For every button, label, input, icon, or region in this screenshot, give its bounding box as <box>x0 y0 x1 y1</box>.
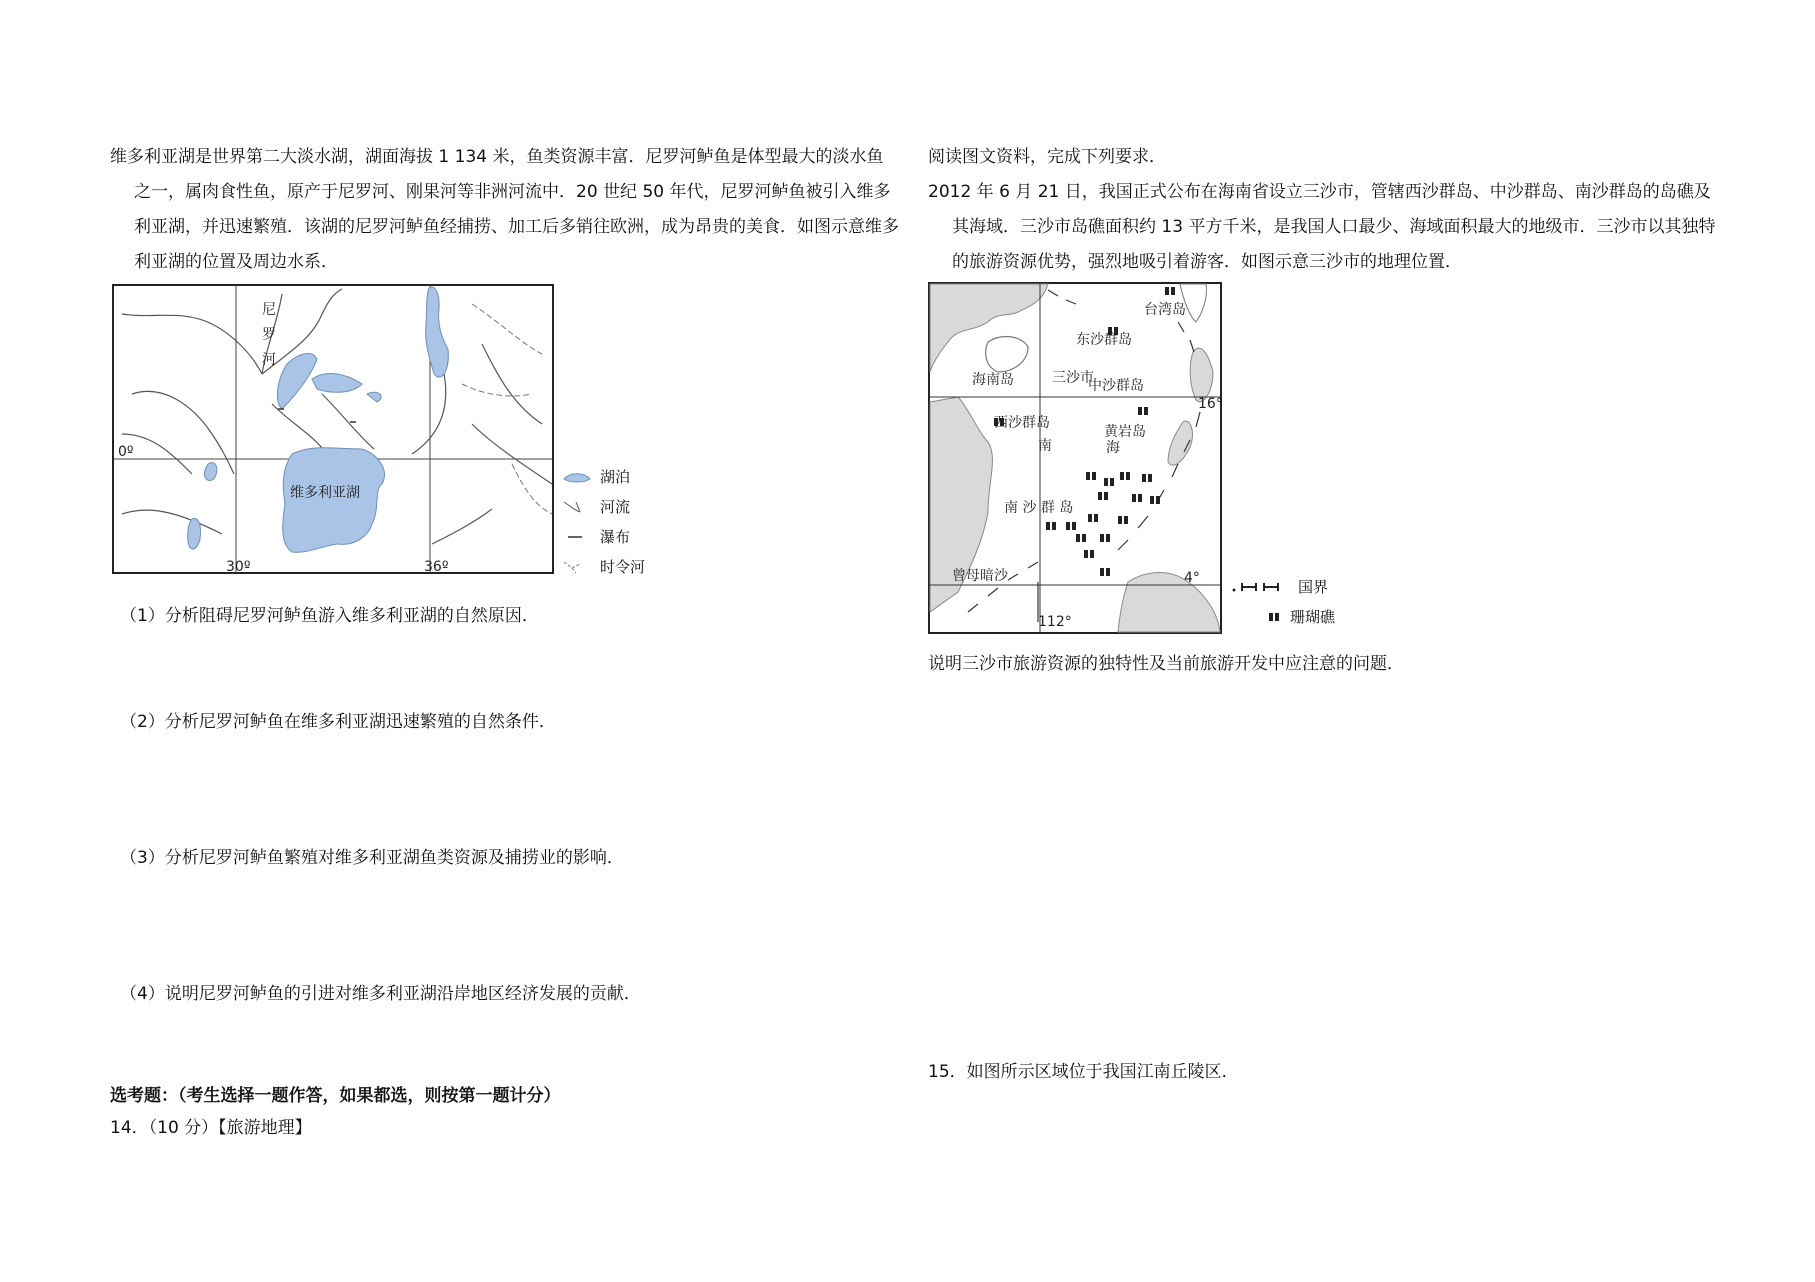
left-intro-paragraph: 维多利亚湖是世界第二大淡水湖，湖面海拔 1 134 米，鱼类资源丰富．尼罗河鲈鱼是体型最大的淡水鱼之一，属肉食性鱼，原产于尼罗河、刚果河等非洲河流中．20 世纪 50 年代，尼罗河鲈鱼被引入维多利亚湖，并迅速繁殖．该湖的尼罗河鲈鱼经捕捞、加工后多销往欧洲，成为昂贵的美食．如图示意维多利亚湖的位置及周边水系． <box>110 147 899 272</box>
section-heading: 选考题：（考生选择一题作答，如果都选，则按第一题计分） <box>110 1086 561 1106</box>
question-14-heading: 14．（10 分）【旅游地理】 <box>110 1118 312 1138</box>
legend-reef-label: 珊瑚礁 <box>1290 608 1336 626</box>
question-4: （4）说明尼罗河鲈鱼的引进对维多利亚湖沿岸地区经济发展的贡献． <box>120 984 641 1004</box>
legend-waterfall-label: 瀑布 <box>600 528 631 546</box>
map-lon2-label: 36º <box>424 559 449 574</box>
sansha-map-legend <box>1230 572 1335 632</box>
lake-symbol-icon <box>562 470 592 484</box>
legend-lake-label: 湖泊 <box>600 468 631 486</box>
label-dongsha: 东沙群岛 <box>1076 332 1132 348</box>
right-column <box>928 140 1718 280</box>
map-river-char-1: 尼 <box>262 302 276 318</box>
label-lat16: 16° <box>1198 396 1222 412</box>
victoria-map-svg <box>112 284 554 574</box>
label-nansha: 南 沙 群 岛 <box>1004 500 1074 516</box>
question-1: （1）分析阻碍尼罗河鲈鱼游入维多利亚湖的自然原因． <box>120 606 539 626</box>
map-lat-label: 0º <box>118 444 134 460</box>
right-intro-paragraph: 2012 年 6 月 21 日，我国正式公布在海南省设立三沙市，管辖西沙群岛、中沙群岛、南沙群岛的岛礁及其海域．三沙市岛礁面积约 13 平方千米，是我国人口最少、海域面积最大的地级市．三沙市以其独特的旅游资源优势，强烈地吸引着游客．如图示意三沙市的地理位置． <box>928 182 1716 272</box>
sansha-map <box>928 282 1222 634</box>
waterfall-symbol-icon <box>562 530 592 544</box>
question-2: （2）分析尼罗河鲈鱼在维多利亚湖迅速繁殖的自然条件． <box>120 712 556 732</box>
coral-reef-icon <box>1268 610 1282 624</box>
label-zengmu: 曾母暗沙 <box>952 568 1008 584</box>
map-lon1-label: 30º <box>226 559 251 574</box>
label-hai: 海 <box>1106 440 1120 456</box>
legend-border <box>1230 572 1335 602</box>
map-river-char-2: 罗 <box>262 327 276 343</box>
victoria-lake-map <box>112 284 554 574</box>
right-read-line: 阅读图文资料，完成下列要求． <box>928 147 1166 167</box>
legend-seasonal <box>562 552 645 582</box>
legend-seasonal-label: 时令河 <box>600 558 646 576</box>
question-3: （3）分析尼罗河鲈鱼繁殖对维多利亚湖鱼类资源及捕捞业的影响． <box>120 848 624 868</box>
sansha-map-svg <box>928 282 1222 634</box>
left-column <box>110 140 900 280</box>
legend-reef <box>1230 602 1335 632</box>
legend-river-label: 河流 <box>600 498 631 516</box>
seasonal-river-symbol-icon <box>562 560 592 574</box>
legend-lake <box>562 462 645 492</box>
question-15-heading: 15．如图所示区域位于我国江南丘陵区． <box>928 1062 1239 1082</box>
river-symbol-icon <box>562 500 592 514</box>
label-taiwan: 台湾岛 <box>1144 302 1186 318</box>
label-lon112: 112° <box>1038 614 1072 630</box>
label-huangyan: 黄岩岛 <box>1104 424 1146 440</box>
legend-waterfall <box>562 522 645 552</box>
label-zhongsha: 中沙群岛 <box>1088 378 1144 394</box>
label-lat4: 4° <box>1184 570 1200 586</box>
legend-river <box>562 492 645 522</box>
label-nan: 南 <box>1038 438 1052 454</box>
border-symbol-icon <box>1230 580 1290 594</box>
legend-border-label: 国界 <box>1298 578 1329 596</box>
sansha-question: 说明三沙市旅游资源的独特性及当前旅游开发中应注意的问题． <box>928 654 1404 674</box>
label-xisha: 西沙群岛 <box>994 415 1050 431</box>
map-lake-label: 维多利亚湖 <box>290 485 360 501</box>
victoria-map-legend <box>562 462 645 582</box>
label-hainan: 海南岛 <box>972 372 1014 388</box>
map-river-char-3: 河 <box>262 352 276 368</box>
label-sansha: 三沙市 <box>1052 370 1094 386</box>
